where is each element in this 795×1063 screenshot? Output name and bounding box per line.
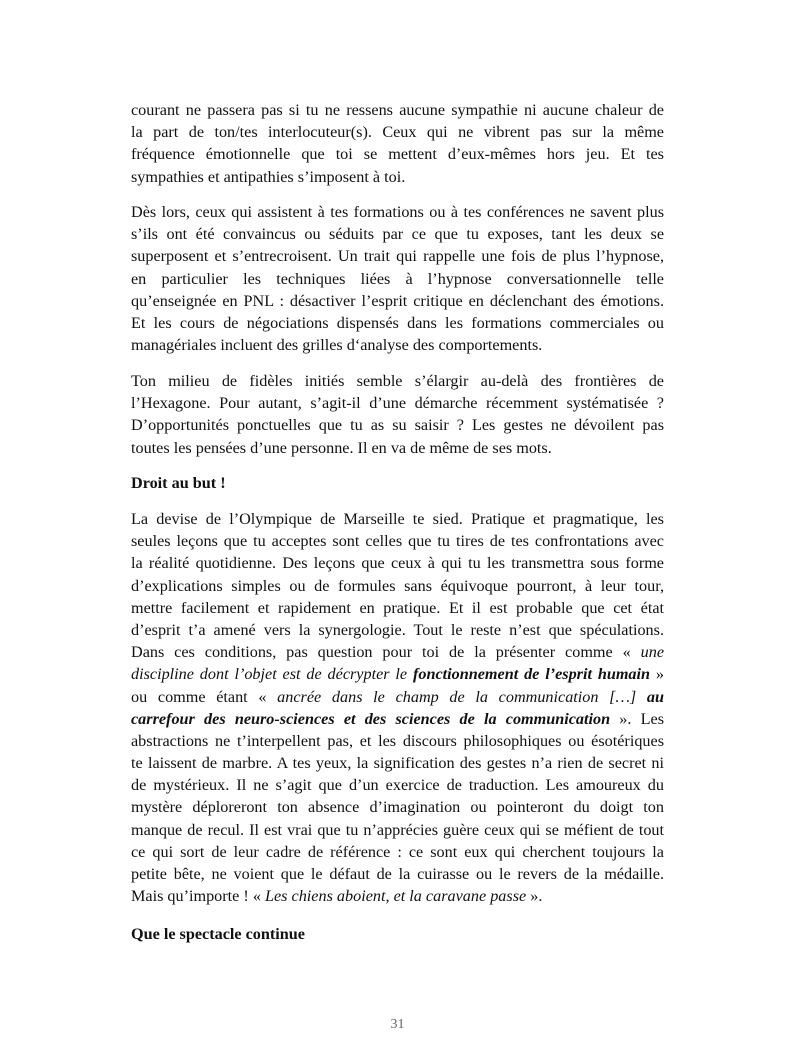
text-segment: abstractions ne t’interpellent pas, et les discours philosophiques ou ésotériques — [131, 731, 664, 750]
text-line — [131, 686, 664, 708]
text-segment: managériales incluent des grilles d‘analyse des comportements. — [131, 336, 543, 355]
text-line — [131, 508, 664, 530]
text-segment: Et les cours de négociations dispensés dans les formations commerciales ou — [131, 313, 664, 332]
text-line — [131, 575, 664, 597]
text-segment: fréquence émotionnelle que toi se mettent d’eux-mêmes hors jeu. Et tes — [131, 145, 664, 164]
text-line — [131, 201, 664, 223]
text-segment: La devise de l’Olympique de Marseille te sied. Pratique et pragmatique, les — [131, 510, 664, 528]
paragraph-1 — [131, 99, 664, 188]
text-line — [131, 619, 664, 641]
text-segment: ». — [526, 887, 543, 906]
text-line — [131, 752, 664, 774]
text-line — [131, 245, 664, 267]
paragraph-2 — [131, 201, 664, 356]
text-line — [131, 663, 664, 685]
text-line — [131, 841, 664, 863]
paragraph-3 — [131, 370, 664, 459]
text-segment: te laissent de marbre. A tes yeux, la signification des gestes n’a rien de secret ni — [131, 754, 664, 773]
text-segment: courant ne passera pas si tu ne ressens aucune sympathie ni aucune chaleur de — [131, 101, 664, 119]
text-line — [131, 774, 664, 796]
text-line — [131, 730, 664, 752]
text-line — [131, 99, 664, 121]
text-line — [131, 143, 664, 165]
text-segment: l’Hexagone. Pour autant, s’agit-il d’une démarche récemment systématisée ? — [131, 394, 664, 413]
text-segment: la part de ton/tes interlocuteur(s). Ceux qui ne vibrent pas sur la même — [131, 123, 664, 142]
text-segment: superposent et s’entrecroisent. Un trait qui rappelle une fois de plus l’hypnose, — [131, 247, 664, 266]
text-segment: la réalité quotidienne. Des leçons que ceux à qui tu les transmettra sous forme — [131, 554, 664, 573]
text-segment: en particulier les techniques liées à l’hypnose conversationnelle telle — [131, 269, 664, 288]
text-line — [131, 392, 664, 414]
text-line — [131, 597, 664, 619]
text-segment: Dans ces conditions, pas question pour toi de la présenter comme « — [131, 643, 641, 662]
paragraph-4 — [131, 508, 664, 907]
text-segment: Dès lors, ceux qui assistent à tes formations ou à tes conférences ne savent plus — [131, 203, 664, 221]
text-segment: fonctionnement de l’esprit humain — [412, 665, 651, 684]
text-line — [131, 819, 664, 841]
text-segment: au — [646, 687, 664, 706]
text-line — [131, 290, 664, 312]
text-segment: de mystérieux. Il ne s’agit que d’un exercice de traduction. Les amoureux du — [131, 776, 664, 795]
text-line — [131, 530, 664, 552]
text-segment: carrefour des neuro-sciences et des sciences de la communication — [131, 709, 611, 728]
text-line — [131, 863, 664, 885]
text-line — [131, 268, 664, 290]
text-segment: sympathies et antipathies s’imposent à toi. — [131, 167, 406, 186]
text-line — [131, 414, 664, 436]
text-segment: petite bête, ne voient que le défaut de la cuirasse ou le revers de la médaille. — [131, 865, 664, 883]
text-segment: s’ils ont été convaincus ou séduits par ce que tu exposes, tant les deux se — [131, 225, 664, 244]
text-segment: qu’enseignée en PNL : désactiver l’esprit critique en déclenchant des émotions. — [131, 291, 664, 310]
text-segment: toutes les pensées d’une personne. Il en va de même de ses mots. — [131, 438, 552, 457]
text-line — [131, 552, 664, 574]
text-line — [131, 796, 664, 818]
text-line — [131, 885, 664, 907]
text-segment: mettre facilement et rapidement en pratique. Et il est probable que cet état — [131, 598, 664, 617]
text-segment: ce qui sort de leur cadre de référence : ce sont eux qui cherchent toujours la — [131, 842, 664, 861]
section-heading-que-le-spectacle-continue: Que le spectacle continue — [131, 925, 305, 943]
text-line — [131, 166, 664, 188]
text-segment: Ton milieu de fidèles initiés semble s’élargir au-delà des frontières de — [131, 372, 664, 390]
page-number: 31 — [390, 1017, 405, 1032]
text-segment: discipline dont l’objet est de décrypter le — [131, 665, 413, 684]
text-segment: ancrée dans le champ de la communication […] — [277, 687, 647, 706]
text-line — [131, 121, 664, 143]
text-segment: ou comme étant « — [131, 687, 278, 706]
text-segment: Les chiens aboient, et la caravane passe — [264, 887, 527, 906]
text-segment: d’esprit t’a amené vers la synergologie. Tout le reste n’est que spéculations. — [131, 620, 664, 639]
text-line — [131, 437, 664, 459]
text-segment: Mais qu’importe ! « — [131, 887, 265, 906]
text-segment: mystère déploreront ton absence d’imagination ou pointeront du doigt ton — [131, 798, 664, 817]
text-segment: D’opportunités ponctuelles que tu as su saisir ? Les gestes ne dévoilent pas — [131, 416, 664, 435]
text-segment: » — [650, 665, 664, 684]
text-line — [131, 312, 664, 334]
text-segment: ». Les — [610, 709, 664, 728]
section-heading-droit-au-but: Droit au but ! — [131, 474, 226, 492]
text-line — [131, 334, 664, 356]
text-segment: seules leçons que tu acceptes sont celles que tu tires de tes confrontations avec — [131, 532, 664, 551]
text-line — [131, 223, 664, 245]
text-line — [131, 708, 664, 730]
text-line — [131, 641, 664, 663]
text-segment: manque de recul. Il est vrai que tu n’apprécies guère ceux qui se méfient de tout — [131, 820, 664, 839]
text-line — [131, 370, 664, 392]
text-segment: une — [640, 643, 664, 662]
text-segment: d’explications simples ou de formules sans équivoque pourront, à leur tour, — [131, 576, 664, 595]
